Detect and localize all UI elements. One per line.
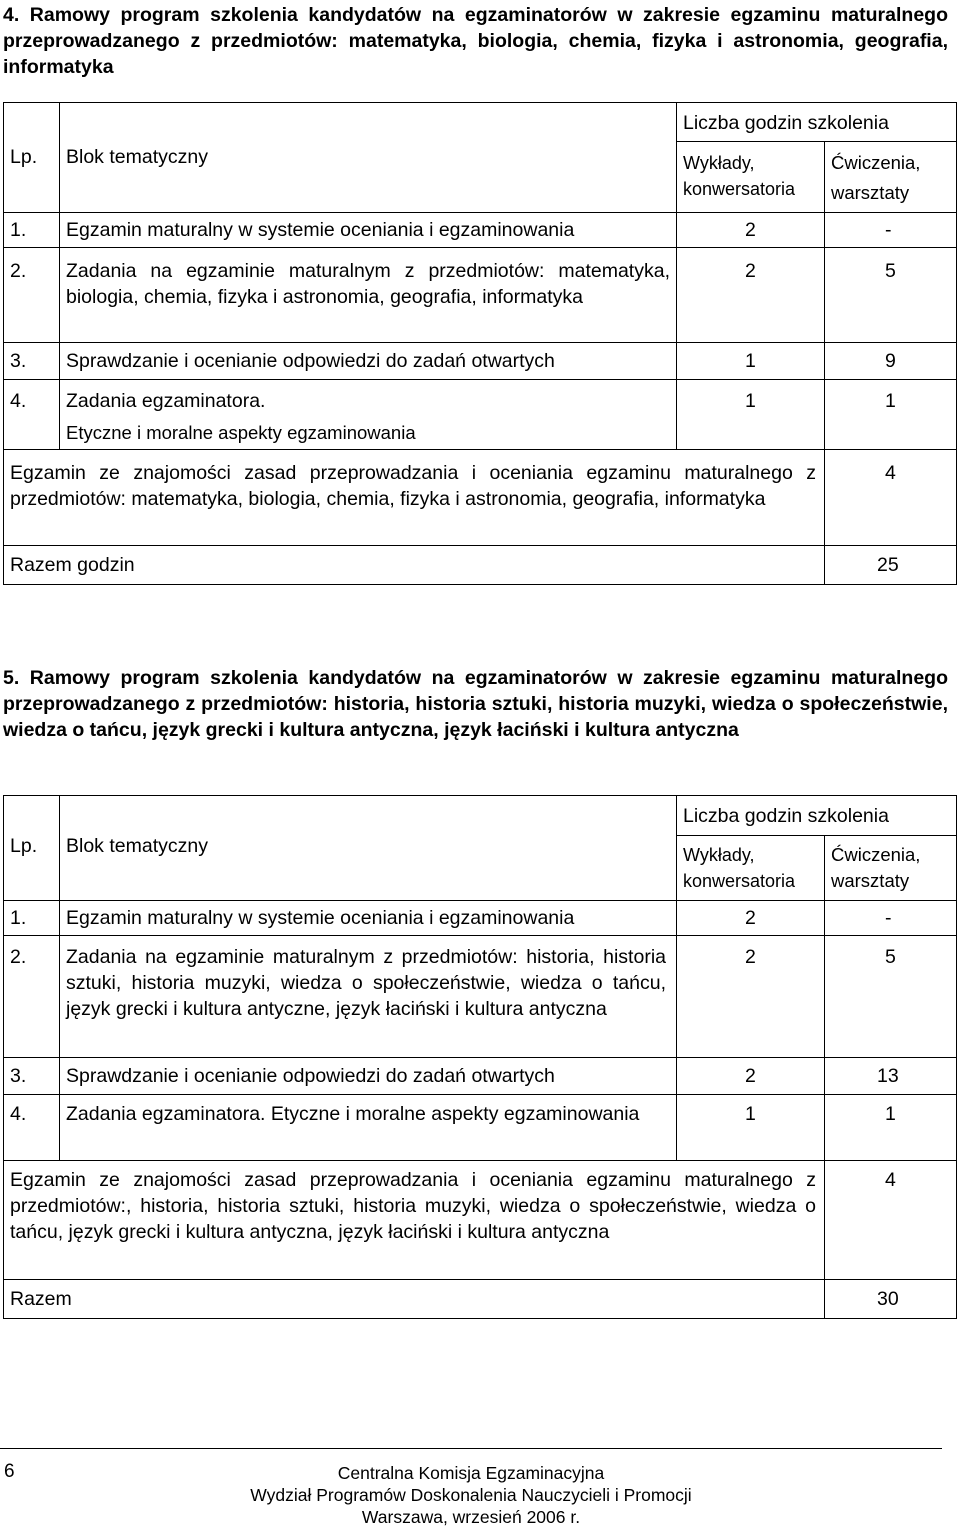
row-topic: Sprawdzanie i ocenianie odpowiedzi do zadań otwartych bbox=[59, 342, 677, 380]
table-row: 4. bbox=[3, 1094, 60, 1161]
row-topic: Egzamin maturalny w systemie oceniania i egzaminowania bbox=[59, 900, 677, 936]
table-row: 3. bbox=[3, 342, 60, 380]
row-exercises: 5 bbox=[824, 247, 957, 343]
table-row: 2. bbox=[3, 247, 60, 343]
row-lectures: 1 bbox=[676, 379, 825, 450]
header-lp: Lp. bbox=[10, 146, 38, 168]
table-row: 4. bbox=[3, 379, 60, 450]
row-topic: Egzamin maturalny w systemie oceniania i egzaminowania bbox=[59, 212, 677, 248]
row-exercises: - bbox=[824, 212, 957, 248]
row-lectures: 2 bbox=[676, 247, 825, 343]
footer-line-1: Centralna Komisja Egzaminacyjna bbox=[337, 1463, 605, 1483]
row-topic: Zadania na egzaminie maturalnym z przedmiotów: historia, historia sztuki, historia muzyki, wiedza o społeczeństwie, wiedza o tańcu, język grecki i kultura antyczne, język łaciński i kultura antyczna bbox=[59, 935, 677, 1058]
header-lp-cell: Lp. bbox=[3, 795, 60, 901]
row-lectures: 2 bbox=[676, 900, 825, 936]
table-row: 3. bbox=[3, 1057, 60, 1095]
footer-line-2: Wydział Programów Doskonalenia Nauczycieli i Promocji bbox=[250, 1485, 692, 1505]
row-lectures: 2 bbox=[676, 212, 825, 248]
row-topic: Zadania egzaminatora. Etyczne i moralne aspekty egzaminowania bbox=[59, 379, 677, 450]
row-lectures: 2 bbox=[676, 935, 825, 1058]
row-exercises: 1 bbox=[824, 1094, 957, 1161]
total-label-cell: Razem bbox=[3, 1279, 825, 1319]
row-exercises: 1 bbox=[824, 379, 957, 450]
total-label-cell: Razem godzin bbox=[3, 545, 825, 585]
header-exercises-cell bbox=[824, 141, 957, 213]
header-hours-group-cell bbox=[676, 102, 957, 142]
page-number: 6 bbox=[4, 1461, 15, 1482]
row-lectures: 2 bbox=[676, 1057, 825, 1095]
row-topic: Zadania na egzaminie maturalnym z przedmiotów: matematyka, biologia, chemia, fizyka i astronomia, geografia, informatyka bbox=[59, 247, 677, 343]
table-row: 1. bbox=[3, 212, 60, 248]
row-topic: Zadania egzaminatora. Etyczne i moralne aspekty egzaminowania bbox=[59, 1094, 677, 1161]
header-hours-group-cell: Liczba godzin szkolenia bbox=[676, 795, 957, 836]
header-hours-group: Liczba godzin szkolenia bbox=[683, 112, 889, 134]
table-row: 1. bbox=[3, 900, 60, 936]
row-exercises: - bbox=[824, 900, 957, 936]
total-value-cell: 30 bbox=[824, 1279, 957, 1319]
header-lectures-cell: Wykłady, konwersatoria bbox=[676, 835, 825, 901]
table-row: 2. bbox=[3, 935, 60, 1058]
header-exercises: Ćwiczenia, warsztaty bbox=[831, 152, 921, 203]
row-exercises: 13 bbox=[824, 1057, 957, 1095]
header-topic: Blok tematyczny bbox=[66, 146, 208, 168]
exam-row-text-cell: Egzamin ze znajomości zasad przeprowadzania i oceniania egzaminu maturalnego z przedmiotów:, historia, historia sztuki, historia muzyki, wiedza o społeczeństwie, wiedza o tańcu, język grecki i kultura antyczna, język łaciński i kultura antyczna bbox=[3, 1160, 825, 1280]
exam-row-hours-cell: 4 bbox=[824, 1160, 957, 1280]
footer-line-3: Warszawa, wrzesień 2006 r. bbox=[361, 1507, 581, 1527]
exam-row-hours-cell: 4 bbox=[824, 449, 957, 546]
header-topic-cell bbox=[59, 102, 677, 213]
total-value-cell: 25 bbox=[824, 545, 957, 585]
header-lp-cell bbox=[3, 102, 60, 213]
header-exercises-cell: Ćwiczenia, warsztaty bbox=[824, 835, 957, 901]
footer-divider bbox=[0, 1448, 942, 1449]
row-lectures: 1 bbox=[676, 1094, 825, 1161]
header-topic-cell: Blok tematyczny bbox=[59, 795, 677, 901]
header-lectures: Wykłady, konwersatoria bbox=[683, 153, 796, 199]
exam-row-text-cell: Egzamin ze znajomości zasad przeprowadzania i oceniania egzaminu maturalnego z przedmiotów: matematyka, biologia, chemia, fizyka i astronomia, geografia, informatyka bbox=[3, 449, 825, 546]
section-5-heading: 5. Ramowy program szkolenia kandydatów na egzaminatorów w zakresie egzaminu maturalnego przeprowadzanego z przedmiotów: historia, historia sztuki, historia muzyki, wiedza o społeczeństwie, wiedza o tańcu, język grecki i kultura antyczna, język łaciński i kultura antyczna bbox=[3, 667, 948, 741]
row-exercises: 5 bbox=[824, 935, 957, 1058]
row-exercises: 9 bbox=[824, 342, 957, 380]
header-lectures-cell bbox=[676, 141, 825, 213]
row-topic: Sprawdzanie i ocenianie odpowiedzi do zadań otwartych bbox=[59, 1057, 677, 1095]
section-4-heading: 4. Ramowy program szkolenia kandydatów na egzaminatorów w zakresie egzaminu maturalnego przeprowadzanego z przedmiotów: matematyka, biologia, chemia, fizyka i astronomia, geografia, informatyka bbox=[3, 4, 948, 78]
footer-institution bbox=[0, 1462, 942, 1528]
row-lectures: 1 bbox=[676, 342, 825, 380]
